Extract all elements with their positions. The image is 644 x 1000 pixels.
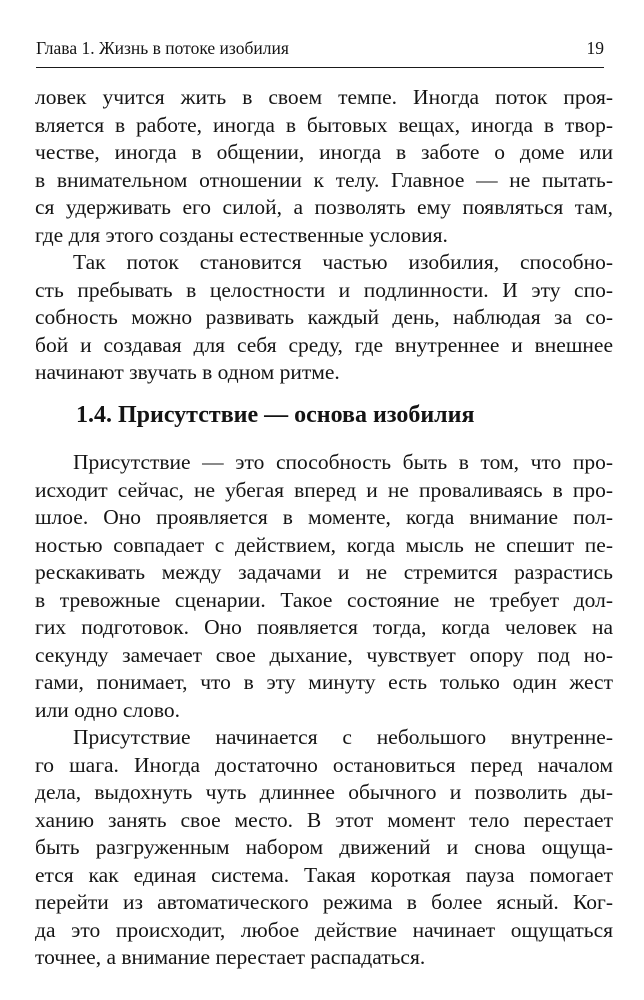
text-line: го шага. Иногда достаточно остановиться перед началом bbox=[35, 752, 613, 777]
text-line: ся удерживать его силой, а позволять ему появляться там, bbox=[35, 195, 613, 219]
text-line: секунду замечает свое дыхание, чувствует опору под но- bbox=[35, 642, 613, 667]
text-line: честве, иногда в общении, иногда в заботе о доме или bbox=[35, 140, 613, 164]
chapter-title: Глава 1. Жизнь в потоке изобилия bbox=[36, 38, 289, 58]
text-line: ностью совпадает с действием, когда мысль не спешит пе- bbox=[35, 532, 613, 557]
text-line: гих подготовок. Оно появляется тогда, когда человек на bbox=[35, 615, 613, 639]
text-line: в внимательном отношении к телу. Главное — не пытать- bbox=[35, 167, 613, 192]
text-line: гами, понимает, что в эту минуту есть только один жест bbox=[35, 670, 613, 694]
text-line: да это происходит, любое действие начинает ощущаться bbox=[35, 917, 613, 942]
text-line: точнее, а внимание перестает распадаться. bbox=[35, 945, 426, 969]
text-line: Присутствие начинается с небольшого внутренне- bbox=[73, 725, 613, 749]
text-line: или одно слово. bbox=[35, 697, 180, 722]
text-line: Так поток становится частью изобилия, способно- bbox=[73, 250, 613, 274]
text-line: рескакивать между задачами и не стремится разрастись bbox=[35, 560, 613, 584]
body-text-bottom bbox=[35, 449, 613, 972]
text-line: начинают звучать в одном ритме. bbox=[35, 360, 340, 384]
body-text-top bbox=[35, 84, 613, 387]
page-number: 19 bbox=[586, 38, 604, 58]
text-line: ханию занять свое место. В этот момент тело перестает bbox=[35, 807, 613, 832]
text-line: быть разгруженным набором движений и снова ощуща- bbox=[35, 835, 613, 859]
text-line: ется как единая система. Такая короткая пауза помогает bbox=[35, 862, 613, 887]
text-line: Присутствие — это способность быть в том, что про- bbox=[73, 450, 613, 474]
header-rule bbox=[36, 67, 604, 68]
text-line: дела, выдохнуть чуть длиннее обычного и позволить ды- bbox=[35, 780, 613, 804]
text-line: исходит сейчас, не убегая вперед и не проваливаясь в про- bbox=[35, 477, 613, 502]
text-line: бой и создавая для себя среду, где внутреннее и внешнее bbox=[35, 332, 613, 357]
text-line: вляется в работе, иногда в бытовых вещах, иногда в твор- bbox=[35, 112, 613, 137]
text-line: в тревожные сценарии. Такое состояние не требует дол- bbox=[35, 587, 613, 612]
text-line: ловек учится жить в своем темпе. Иногда поток проя- bbox=[35, 85, 613, 109]
text-line: перейти из автоматического режима в более ясный. Ког- bbox=[35, 890, 613, 914]
text-line: собность можно развивать каждый день, наблюдая за со- bbox=[35, 305, 613, 329]
text-line: где для этого созданы естественные условия. bbox=[35, 222, 448, 247]
text-line: сть пребывать в целостности и подлинности. И эту спо- bbox=[35, 277, 613, 302]
running-head bbox=[36, 36, 604, 60]
text-line: шлое. Оно проявляется в моменте, когда внимание пол- bbox=[35, 505, 613, 529]
section-heading: 1.4. Присутствие — основа изобилия bbox=[76, 402, 475, 428]
